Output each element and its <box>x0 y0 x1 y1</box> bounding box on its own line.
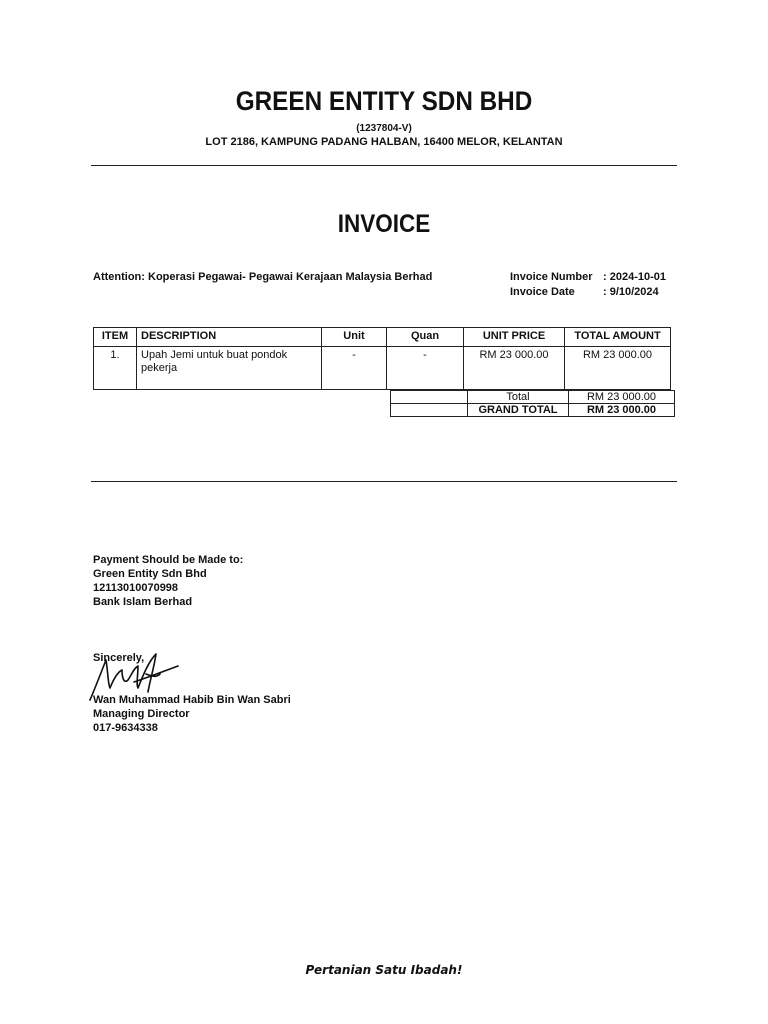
invoice-date-label: Invoice Date <box>510 286 575 298</box>
grand-total-row <box>391 404 675 417</box>
attention-label: Attention: <box>93 271 145 283</box>
total-row <box>391 391 675 404</box>
payment-account-number: 12113010070998 <box>93 582 179 594</box>
row-item: 1. <box>94 347 137 390</box>
header-unit: Unit <box>322 328 387 347</box>
payment-account-name: Green Entity Sdn Bhd <box>93 568 207 580</box>
company-registration: (1237804-V) <box>356 123 412 134</box>
row-quan: - <box>387 347 464 390</box>
header-description: DESCRIPTION <box>137 328 322 347</box>
invoice-number-value: : 2024-10-01 <box>603 271 666 283</box>
row-unit: - <box>322 347 387 390</box>
footer-motto: Pertanian Satu Ibadah! <box>305 963 463 977</box>
row-total-amount: RM 23 000.00 <box>565 347 671 390</box>
payment-details <box>93 553 243 609</box>
signatory-phone: 017-9634338 <box>93 722 158 734</box>
company-address: LOT 2186, KAMPUNG PADANG HALBAN, 16400 MELOR, KELANTAN <box>205 136 563 148</box>
invoice-title: INVOICE <box>337 210 431 238</box>
signatory-name: Wan Muhammad Habib Bin Wan Sabri <box>93 694 291 706</box>
header-quan: Quan <box>387 328 464 347</box>
header-item: ITEM <box>94 328 137 347</box>
signatory-title: Managing Director <box>93 708 190 720</box>
closing-text: Sincerely, <box>93 652 145 664</box>
row-unit-price: RM 23 000.00 <box>464 347 565 390</box>
table-header-row <box>94 328 671 347</box>
header-divider <box>91 165 677 166</box>
payment-bank: Bank Islam Berhad <box>93 596 193 608</box>
total-blank-cell <box>391 391 468 404</box>
header-total-amount: TOTAL AMOUNT <box>565 328 671 347</box>
grand-total-value: RM 23 000.00 <box>569 404 675 417</box>
payment-heading: Payment Should be Made to: <box>93 554 244 566</box>
header-unit-price: UNIT PRICE <box>464 328 565 347</box>
grand-total-blank-cell <box>391 404 468 417</box>
totals-table <box>390 390 675 417</box>
invoice-number-label: Invoice Number <box>510 271 593 283</box>
body-divider <box>91 481 677 482</box>
row-description: Upah Jemi untuk buat pondok pekerja <box>137 347 322 390</box>
grand-total-label: GRAND TOTAL <box>468 404 569 417</box>
total-label: Total <box>468 391 569 404</box>
attention-line <box>93 271 432 283</box>
table-row <box>94 347 671 390</box>
invoice-date-value: : 9/10/2024 <box>603 286 659 298</box>
attention-value: Koperasi Pegawai- Pegawai Kerajaan Malaysia Berhad <box>148 271 433 283</box>
company-name: GREEN ENTITY SDN BHD <box>235 86 533 116</box>
handwritten-signature-icon <box>86 648 186 708</box>
total-value: RM 23 000.00 <box>569 391 675 404</box>
invoice-items-table <box>93 327 671 390</box>
